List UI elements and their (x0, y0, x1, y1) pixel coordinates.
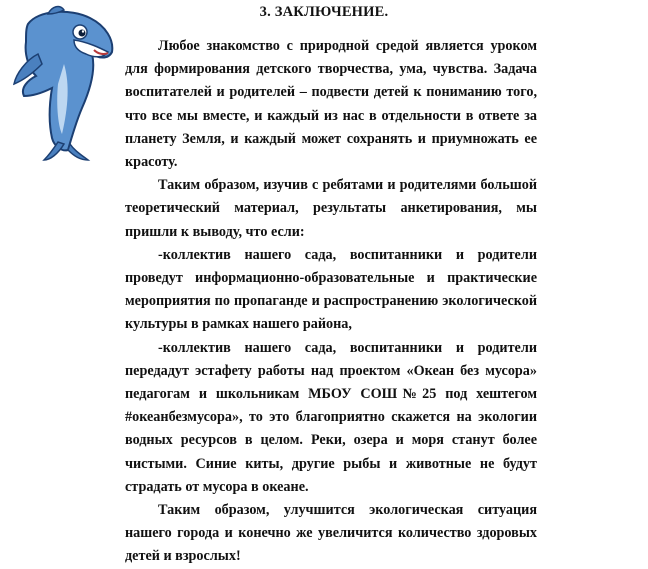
paragraph-line: -коллектив нашего сада, воспитанники и родители (158, 246, 537, 263)
paragraph-line: #океанбезмусора», то это благоприятно скажется на экологии (125, 409, 537, 426)
paragraph-line: передадут эстафету работы над проектом «Океан без мусора» (125, 362, 537, 379)
paragraph-line: детей и взрослых! (125, 548, 241, 565)
section-title: 3. ЗАКЛЮЧЕНИЕ. (259, 4, 389, 20)
dolphin-illustration (8, 4, 120, 162)
paragraph-line: воспитателей и родителей – подвести детей к пониманию того, (125, 84, 537, 101)
paragraph-line: пришли к выводу, что если: (125, 223, 305, 240)
paragraph-line: Таким образом, изучив с ребятами и родителями большой (158, 177, 537, 194)
paragraph-line: красоту. (125, 154, 178, 171)
paragraph-line: проведут информационно-образовательные и практические (125, 270, 537, 287)
paragraph-line: что все мы вместе, и каждый из нас в отдельности в ответе за (125, 107, 537, 124)
paragraph-line: для формирования детского творчества, ума, чувства. Задача (125, 61, 537, 78)
paragraph-line: Любое знакомство с природной средой является уроком (158, 38, 537, 54)
paragraph-line: страдать от мусора в океане. (125, 478, 309, 495)
paragraph-line: Таким образом, улучшится экологическая ситуация (158, 502, 537, 519)
paragraph-line: нашего города и конечно же увеличится количество здоровых (125, 525, 537, 542)
paragraph-line: теоретический материал, результаты анкетирования, мы (125, 200, 537, 217)
paragraph-line: водных ресурсов в целом. Реки, озера и моря станут более (125, 432, 537, 449)
paragraph-line: чистыми. Синие киты, другие рыбы и животные не будут (125, 455, 537, 472)
conclusion-text (125, 35, 537, 569)
paragraph-line: -коллектив нашего сада, воспитанники и родители (158, 339, 537, 356)
paragraph-line: педагогам и школьникам МБОУ СОШ№25 под хештегом (125, 386, 537, 403)
paragraph-line: культуры в рамках нашего района, (125, 316, 352, 333)
paragraph-line: планету Земля, и каждый может сохранять и приумножать ее (125, 130, 537, 147)
paragraph-line: мероприятия по пропаганде и распространению экологической (125, 293, 537, 310)
